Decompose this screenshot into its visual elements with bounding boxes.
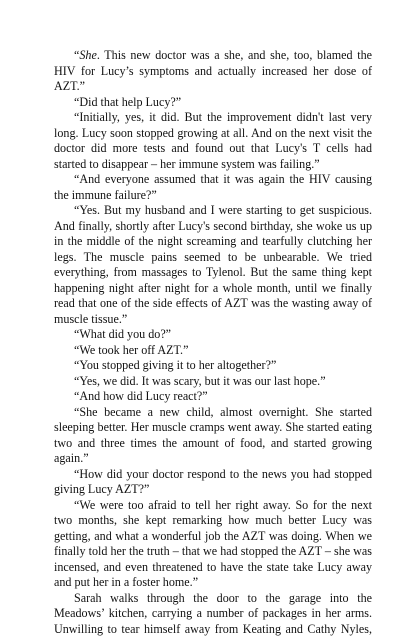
paragraph: “We took her off AZT.” bbox=[54, 343, 372, 359]
paragraph: “And everyone assumed that it was again the HIV causing the immune failure?” bbox=[54, 172, 372, 203]
paragraph: “Initially, yes, it did. But the improvement didn't last very long. Lucy soon stopped growing at all. And on the next visit the doctor did more tests and found out that Lucy's T cells had started to disappear – her immune system was failing.” bbox=[54, 110, 372, 172]
paragraph: “How did your doctor respond to the news you had stopped giving Lucy AZT?” bbox=[54, 467, 372, 498]
paragraph: Sarah walks through the door to the garage into the Meadows’ kitchen, carrying a number of packages in her arms. Unwilling to tear himself away from Keating and Cathy Nyles, bbox=[54, 591, 372, 637]
paragraph: “She became a new child, almost overnight. She started sleeping better. Her muscle cramps went away. She started eating two and three times the amount of food, and started growing again.” bbox=[54, 405, 372, 467]
paragraph: “And how did Lucy react?” bbox=[54, 389, 372, 405]
paragraph: “We were too afraid to tell her right away. So for the next two months, she kept remarking how much better Lucy was getting, and what a wonderful job the AZT was doing. When we finally told her the truth – that we had stopped the AZT – she was incensed, and even threatened to have the state take Lucy away and put her in a foster home.” bbox=[54, 498, 372, 591]
page-body bbox=[54, 48, 372, 637]
paragraph: “Yes. But my husband and I were starting to get suspicious. And finally, shortly after Lucy's second birthday, she woke us up in the middle of the night screaming and tearfully clutching her legs. The muscle pains seemed to be unbearable. We tried everything, from massages to Tylenol. But the same thing kept happening night after night for a whole month, until we finally read that one of the side effects of AZT was the wasting away of muscle tissue.” bbox=[54, 203, 372, 327]
emphasis: She bbox=[79, 48, 96, 62]
paragraph: “You stopped giving it to her altogether?” bbox=[54, 358, 372, 374]
paragraph: “Did that help Lucy?” bbox=[54, 95, 372, 111]
paragraph: “Yes, we did. It was scary, but it was our last hope.” bbox=[54, 374, 372, 390]
paragraph: “She. This new doctor was a she, and she, too, blamed the HIV for Lucy’s symptoms and actually increased her dose of AZT.” bbox=[54, 48, 372, 95]
paragraph: “What did you do?” bbox=[54, 327, 372, 343]
